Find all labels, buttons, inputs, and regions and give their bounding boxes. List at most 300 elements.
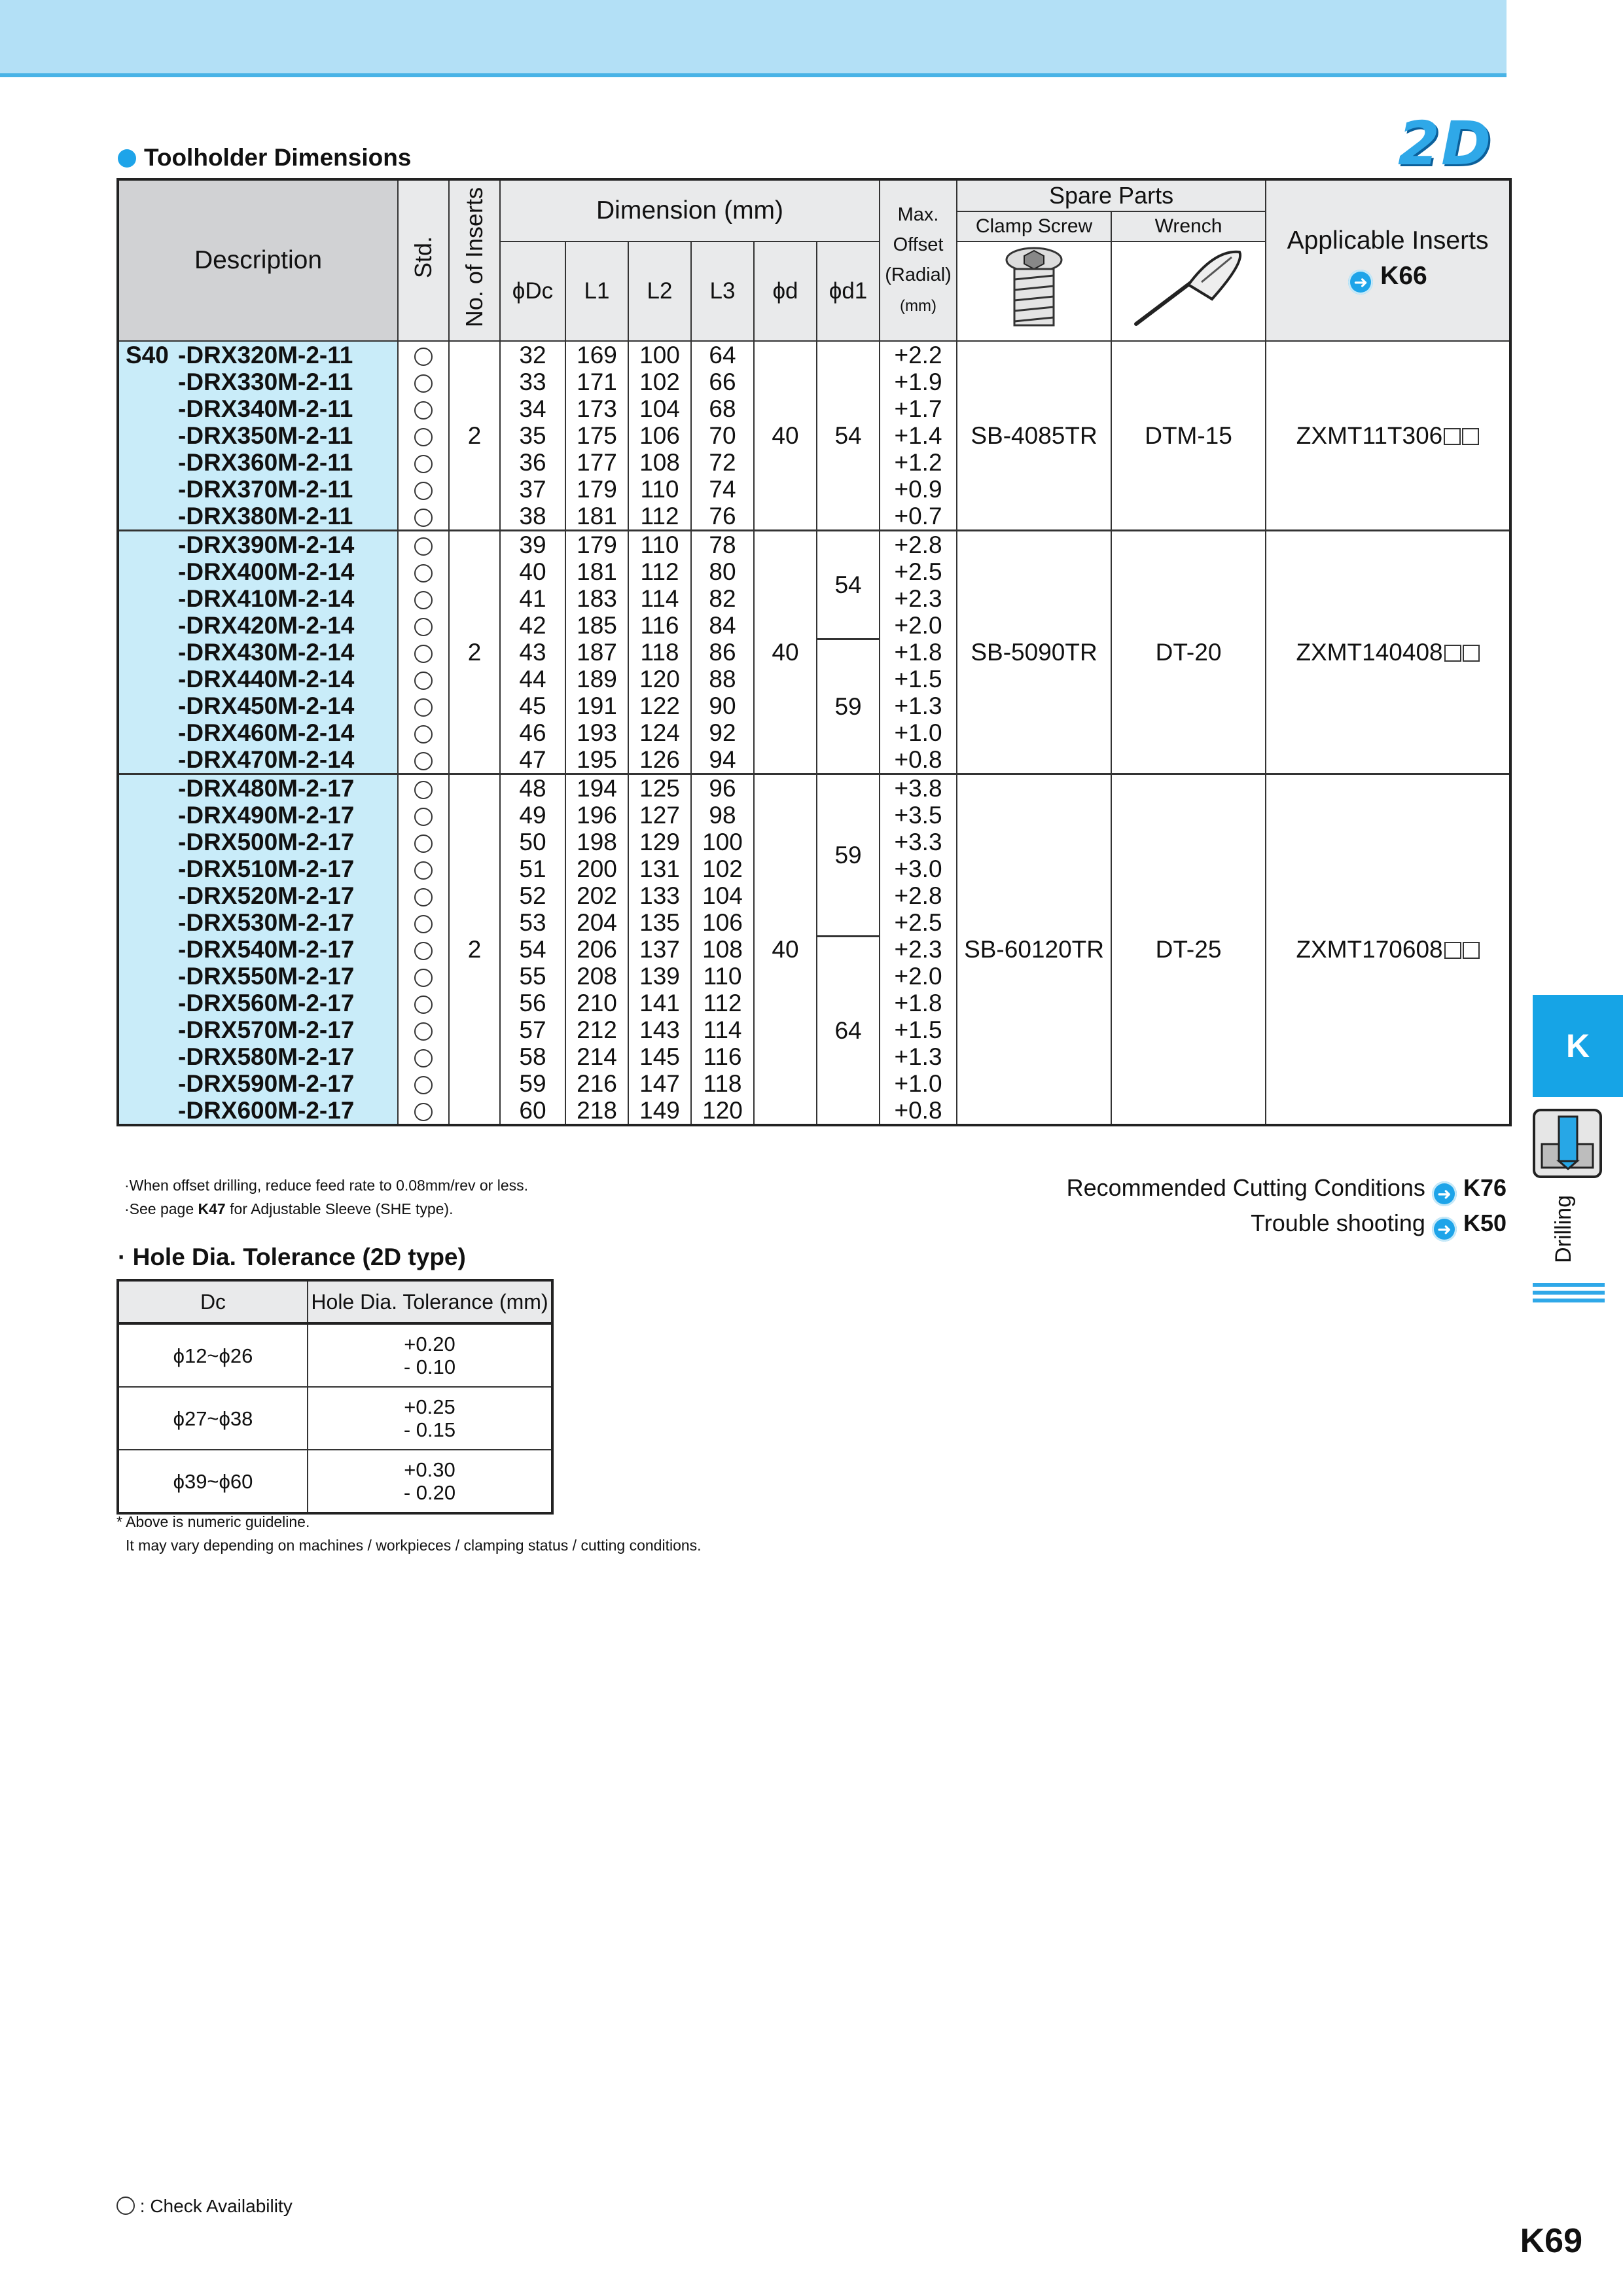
cell-dc: 54 [500, 936, 565, 963]
cell-dc: 47 [500, 746, 565, 774]
cell-l3: 90 [691, 692, 754, 719]
cell-model: -DRX530M-2-17 [178, 909, 355, 936]
cell-description [118, 449, 398, 476]
col-description: Description [118, 179, 398, 341]
cell-l3: 104 [691, 882, 754, 909]
cell-l2: 110 [628, 476, 691, 503]
col-std-label: Std. [410, 236, 437, 279]
cell-model: -DRX360M-2-11 [178, 449, 353, 476]
note-adjustable-sleeve [124, 1200, 453, 1218]
col-std [398, 179, 449, 341]
cell-l2: 100 [628, 341, 691, 368]
cell-offset: +1.3 [880, 1043, 957, 1070]
cell-model: -DRX460M-2-14 [178, 719, 355, 746]
cell-offset: +2.2 [880, 341, 957, 368]
cell-description [118, 746, 398, 774]
cell-l1: 191 [565, 692, 628, 719]
col-max-offset [880, 179, 957, 341]
col-no-inserts [449, 179, 500, 341]
cell-description [118, 1043, 398, 1070]
page-number: K69 [1520, 2222, 1582, 2260]
col-l2: L2 [628, 242, 691, 341]
tol-row [118, 1323, 552, 1387]
tol-col-dc: Dc [118, 1280, 308, 1323]
applicable-inserts-link[interactable] [1266, 262, 1509, 295]
cell-offset: +2.3 [880, 936, 957, 963]
availability-circle-icon [414, 834, 433, 853]
cell-offset: +1.0 [880, 1070, 957, 1097]
availability-circle-icon [414, 401, 433, 420]
cell-std [398, 719, 449, 746]
availability-circle-icon [414, 564, 433, 583]
cell-l3: 92 [691, 719, 754, 746]
cell-dc: 32 [500, 341, 565, 368]
cell-l3: 68 [691, 395, 754, 422]
cell-offset: +0.8 [880, 1097, 957, 1125]
ref-cutting-page: K76 [1463, 1174, 1507, 1201]
availability-circle-icon [414, 1103, 433, 1121]
cell-d1: 54 [817, 531, 880, 639]
ref-cutting-conditions[interactable] [1067, 1174, 1507, 1206]
blank-box-icon [1444, 645, 1461, 662]
cell-dc: 48 [500, 774, 565, 802]
cell-offset: +1.8 [880, 639, 957, 666]
cell-model: -DRX560M-2-17 [178, 990, 355, 1016]
cell-l1: 169 [565, 341, 628, 368]
cell-offset: +0.7 [880, 503, 957, 531]
cell-dc: 53 [500, 909, 565, 936]
availability-circle-icon [414, 1076, 433, 1094]
availability-circle-icon [414, 645, 433, 663]
cell-no-inserts: 2 [449, 341, 500, 531]
availability-circle-icon [414, 781, 433, 799]
cell-l2: 112 [628, 558, 691, 585]
cell-l1: 208 [565, 963, 628, 990]
cell-l2: 143 [628, 1016, 691, 1043]
cell-offset: +2.5 [880, 558, 957, 585]
availability-circle-icon [414, 996, 433, 1014]
cell-l2: 137 [628, 936, 691, 963]
cell-dc: 41 [500, 585, 565, 612]
cell-std [398, 1097, 449, 1125]
cell-l2: 108 [628, 449, 691, 476]
cell-dc: 40 [500, 558, 565, 585]
cell-offset: +1.4 [880, 422, 957, 449]
cell-l2: 116 [628, 612, 691, 639]
availability-circle-icon [414, 752, 433, 770]
table-row [118, 341, 1510, 368]
cell-std [398, 639, 449, 666]
cell-model: -DRX320M-2-11 [178, 342, 353, 368]
cell-description [118, 802, 398, 829]
cell-l2: 131 [628, 855, 691, 882]
ref-cutting-label: Recommended Cutting Conditions [1066, 1174, 1425, 1201]
cell-offset: +1.3 [880, 692, 957, 719]
cell-l2: 147 [628, 1070, 691, 1097]
toolholder-table-body [118, 341, 1510, 1125]
cell-dc: 35 [500, 422, 565, 449]
availability-circle-icon [414, 969, 433, 987]
note-adjustable-sleeve-link[interactable]: K47 [198, 1200, 226, 1217]
availability-circle-icon [414, 537, 433, 556]
cell-l3: 72 [691, 449, 754, 476]
cell-std [398, 1016, 449, 1043]
cell-l3: 110 [691, 963, 754, 990]
cell-offset: +0.8 [880, 746, 957, 774]
blank-box-icon [1462, 428, 1479, 445]
applicable-inserts-label: Applicable Inserts [1287, 226, 1489, 255]
cell-offset: +1.5 [880, 1016, 957, 1043]
cell-l1: 206 [565, 936, 628, 963]
cell-dc: 51 [500, 855, 565, 882]
offset-line-4: (mm) [900, 297, 937, 315]
cell-l1: 179 [565, 476, 628, 503]
table-row [118, 774, 1510, 802]
cell-l3: 120 [691, 1097, 754, 1125]
blank-box-icon [1463, 645, 1480, 662]
cell-l1: 175 [565, 422, 628, 449]
cell-model: -DRX380M-2-11 [178, 503, 353, 529]
cell-std [398, 746, 449, 774]
note-adjustable-sleeve-pre: ·See page [124, 1200, 198, 1217]
tol-minus: - 0.10 [403, 1355, 456, 1378]
cell-model: -DRX440M-2-14 [178, 666, 355, 692]
cell-model: -DRX470M-2-14 [178, 746, 355, 773]
cell-wrench: DT-25 [1111, 774, 1266, 1126]
cell-std [398, 990, 449, 1016]
cell-l3: 114 [691, 1016, 754, 1043]
side-decor-lines [1533, 1283, 1605, 1306]
cell-d1: 64 [817, 936, 880, 1125]
tolerance-footnote-1: * Above is numeric guideline. [116, 1513, 310, 1530]
cell-dc: 58 [500, 1043, 565, 1070]
cell-offset: +2.0 [880, 612, 957, 639]
cell-l2: 149 [628, 1097, 691, 1125]
cell-l2: 145 [628, 1043, 691, 1070]
tol-minus: - 0.20 [403, 1481, 456, 1504]
cell-l1: 179 [565, 531, 628, 559]
cell-applicable-insert [1266, 774, 1510, 1126]
cell-l1: 181 [565, 558, 628, 585]
cell-d1: 59 [817, 639, 880, 774]
cell-l1: 204 [565, 909, 628, 936]
circle-icon [116, 2197, 135, 2215]
arrow-right-icon: ➜ [1348, 270, 1373, 295]
cell-l3: 82 [691, 585, 754, 612]
cell-wrench: DT-20 [1111, 531, 1266, 774]
availability-circle-icon [414, 1049, 433, 1067]
col-d: ϕd [754, 242, 817, 341]
cell-std [398, 882, 449, 909]
cell-clamp-screw: SB-5090TR [957, 531, 1111, 774]
cell-dc: 33 [500, 368, 565, 395]
blank-box-icon [1444, 428, 1461, 445]
insert-code: ZXMT170608 [1296, 936, 1443, 963]
cell-wrench: DTM-15 [1111, 341, 1266, 531]
cell-offset: +3.3 [880, 829, 957, 855]
blank-box-icon [1463, 942, 1480, 959]
cell-model: -DRX490M-2-17 [178, 802, 355, 829]
cell-std [398, 909, 449, 936]
cell-description [118, 585, 398, 612]
cell-l2: 120 [628, 666, 691, 692]
cell-l1: 195 [565, 746, 628, 774]
cell-l3: 80 [691, 558, 754, 585]
cell-std [398, 774, 449, 802]
side-tab-k[interactable]: K [1533, 995, 1623, 1097]
cell-dc: 46 [500, 719, 565, 746]
cell-l3: 106 [691, 909, 754, 936]
cell-model: -DRX600M-2-17 [178, 1097, 355, 1124]
cell-description [118, 909, 398, 936]
arrow-right-icon: ➜ [1432, 1217, 1457, 1242]
header-band-gap [1507, 0, 1623, 79]
cell-description [118, 692, 398, 719]
cell-dc: 57 [500, 1016, 565, 1043]
cell-description [118, 422, 398, 449]
cell-l2: 129 [628, 829, 691, 855]
cell-dc: 43 [500, 639, 565, 666]
cell-std [398, 802, 449, 829]
cell-model: -DRX420M-2-14 [178, 612, 355, 639]
cell-l3: 70 [691, 422, 754, 449]
tol-plus: +0.30 [404, 1458, 455, 1481]
cell-l2: 139 [628, 963, 691, 990]
cell-description [118, 882, 398, 909]
col-no-inserts-label: No. of Inserts [461, 187, 488, 328]
cell-dc: 39 [500, 531, 565, 559]
cell-description [118, 666, 398, 692]
cell-offset: +1.7 [880, 395, 957, 422]
cell-l3: 96 [691, 774, 754, 802]
cell-l2: 127 [628, 802, 691, 829]
cell-prefix: S40 [126, 342, 169, 368]
cell-l3: 116 [691, 1043, 754, 1070]
cell-l2: 126 [628, 746, 691, 774]
cell-model: -DRX330M-2-11 [178, 368, 353, 395]
tolerance-title: · Hole Dia. Tolerance (2D type) [118, 1244, 466, 1270]
cell-applicable-insert [1266, 531, 1510, 774]
availability-circle-icon [414, 482, 433, 500]
cell-model: -DRX340M-2-11 [178, 395, 353, 422]
cell-l2: 104 [628, 395, 691, 422]
cell-l1: 185 [565, 612, 628, 639]
cell-dc: 42 [500, 612, 565, 639]
cell-description [118, 936, 398, 963]
cell-dc: 60 [500, 1097, 565, 1125]
col-wrench: Wrench [1111, 211, 1266, 242]
cell-l3: 100 [691, 829, 754, 855]
cell-l1: 187 [565, 639, 628, 666]
col-clamp-screw: Clamp Screw [957, 211, 1111, 242]
availability-circle-icon [414, 428, 433, 446]
col-spare-parts: Spare Parts [957, 179, 1266, 211]
cell-std [398, 585, 449, 612]
cell-offset: +1.2 [880, 449, 957, 476]
cell-l3: 76 [691, 503, 754, 531]
insert-code: ZXMT140408 [1296, 639, 1443, 666]
cell-l1: 210 [565, 990, 628, 1016]
legend [116, 2196, 293, 2217]
ref-trouble-shooting[interactable] [1251, 1210, 1507, 1242]
availability-circle-icon [414, 942, 433, 960]
cell-description [118, 990, 398, 1016]
cell-model: -DRX510M-2-17 [178, 855, 355, 882]
cell-description [118, 395, 398, 422]
wrench-icon [1123, 243, 1254, 334]
cell-std [398, 449, 449, 476]
cell-l2: 133 [628, 882, 691, 909]
cell-description [118, 341, 398, 368]
section-title-text: Toolholder Dimensions [144, 144, 412, 171]
cell-std [398, 666, 449, 692]
cell-d: 40 [754, 531, 817, 774]
cell-l3: 74 [691, 476, 754, 503]
cell-model: -DRX580M-2-17 [178, 1043, 355, 1070]
cell-offset: +1.5 [880, 666, 957, 692]
cell-std [398, 692, 449, 719]
cell-l1: 196 [565, 802, 628, 829]
availability-circle-icon [414, 509, 433, 527]
cell-d: 40 [754, 341, 817, 531]
cell-offset: +1.8 [880, 990, 957, 1016]
cell-dc: 36 [500, 449, 565, 476]
cell-dc: 50 [500, 829, 565, 855]
cell-dc: 59 [500, 1070, 565, 1097]
col-applicable-inserts [1266, 179, 1510, 341]
cell-l3: 64 [691, 341, 754, 368]
cell-l1: 218 [565, 1097, 628, 1125]
cell-description [118, 774, 398, 802]
bullet-dot-icon [118, 149, 136, 168]
cell-applicable-insert [1266, 341, 1510, 531]
cell-description [118, 368, 398, 395]
col-l1: L1 [565, 242, 628, 341]
cell-model: -DRX550M-2-17 [178, 963, 355, 990]
cell-l2: 118 [628, 639, 691, 666]
tol-range: ϕ12~ϕ26 [118, 1323, 308, 1387]
offset-line-2: Offset [893, 234, 944, 255]
cell-dc: 37 [500, 476, 565, 503]
cell-std [398, 368, 449, 395]
tol-range: ϕ39~ϕ60 [118, 1450, 308, 1513]
cell-offset: +1.9 [880, 368, 957, 395]
availability-circle-icon [414, 591, 433, 609]
cell-l1: 183 [565, 585, 628, 612]
tol-minus: - 0.15 [403, 1418, 456, 1441]
cell-d1: 59 [817, 774, 880, 937]
cell-l2: 114 [628, 585, 691, 612]
cell-std [398, 612, 449, 639]
cell-model: -DRX350M-2-11 [178, 422, 353, 449]
cell-description [118, 855, 398, 882]
cell-offset: +2.8 [880, 882, 957, 909]
cell-std [398, 503, 449, 531]
cell-std [398, 1070, 449, 1097]
cell-l3: 88 [691, 666, 754, 692]
cell-l3: 112 [691, 990, 754, 1016]
availability-circle-icon [414, 725, 433, 744]
availability-circle-icon [414, 1022, 433, 1041]
tol-range: ϕ27~ϕ38 [118, 1387, 308, 1450]
cell-l3: 102 [691, 855, 754, 882]
cell-l1: 177 [565, 449, 628, 476]
cell-std [398, 476, 449, 503]
tol-values [308, 1323, 552, 1387]
cell-std [398, 1043, 449, 1070]
cell-l1: 181 [565, 503, 628, 531]
cell-offset: +2.8 [880, 531, 957, 559]
cell-offset: +1.0 [880, 719, 957, 746]
table-row [118, 531, 1510, 559]
cell-l2: 135 [628, 909, 691, 936]
col-dimension: Dimension (mm) [500, 179, 880, 242]
tol-values [308, 1387, 552, 1450]
cell-std [398, 936, 449, 963]
tol-row [118, 1387, 552, 1450]
cell-std [398, 531, 449, 559]
cell-model: -DRX590M-2-17 [178, 1070, 355, 1097]
note-adjustable-sleeve-post: for Adjustable Sleeve (SHE type). [225, 1200, 454, 1217]
tol-col-tolerance: Hole Dia. Tolerance (mm) [308, 1280, 552, 1323]
badge-2d: 2D [1398, 109, 1493, 179]
wrench-image [1111, 242, 1266, 341]
col-d1: ϕd1 [817, 242, 880, 341]
cell-description [118, 612, 398, 639]
cell-description [118, 1097, 398, 1125]
cell-d1: 54 [817, 341, 880, 531]
cell-model: -DRX500M-2-17 [178, 829, 355, 855]
cell-model: -DRX570M-2-17 [178, 1016, 355, 1043]
cell-l2: 112 [628, 503, 691, 531]
cell-offset: +3.8 [880, 774, 957, 802]
availability-circle-icon [414, 888, 433, 906]
cell-l1: 198 [565, 829, 628, 855]
cell-offset: +2.0 [880, 963, 957, 990]
cell-l2: 110 [628, 531, 691, 559]
header-band [0, 0, 1507, 77]
tolerance-table [116, 1279, 554, 1515]
tol-plus: +0.25 [404, 1395, 455, 1418]
tol-values [308, 1450, 552, 1513]
cell-l3: 84 [691, 612, 754, 639]
cell-std [398, 558, 449, 585]
toolholder-table [116, 178, 1512, 1126]
cell-model: -DRX410M-2-14 [178, 585, 355, 612]
tol-row [118, 1450, 552, 1513]
cell-offset: +3.5 [880, 802, 957, 829]
tolerance-footnote-2: It may vary depending on machines / workpieces / clamping status / cutting conditions. [126, 1537, 702, 1554]
cell-dc: 38 [500, 503, 565, 531]
availability-circle-icon [414, 861, 433, 880]
cell-dc: 55 [500, 963, 565, 990]
availability-circle-icon [414, 672, 433, 690]
cell-l1: 202 [565, 882, 628, 909]
note-offset-drilling: ·When offset drilling, reduce feed rate to 0.08mm/rev or less. [124, 1177, 529, 1194]
cell-l3: 94 [691, 746, 754, 774]
cell-dc: 56 [500, 990, 565, 1016]
cell-l2: 122 [628, 692, 691, 719]
availability-circle-icon [414, 698, 433, 717]
blank-box-icon [1444, 942, 1461, 959]
cell-model: -DRX390M-2-14 [178, 531, 355, 558]
ref-trouble-page: K50 [1463, 1210, 1507, 1236]
cell-model: -DRX430M-2-14 [178, 639, 355, 666]
cell-description [118, 963, 398, 990]
cell-d: 40 [754, 774, 817, 1126]
cell-description [118, 531, 398, 559]
insert-code: ZXMT11T306 [1296, 422, 1443, 449]
